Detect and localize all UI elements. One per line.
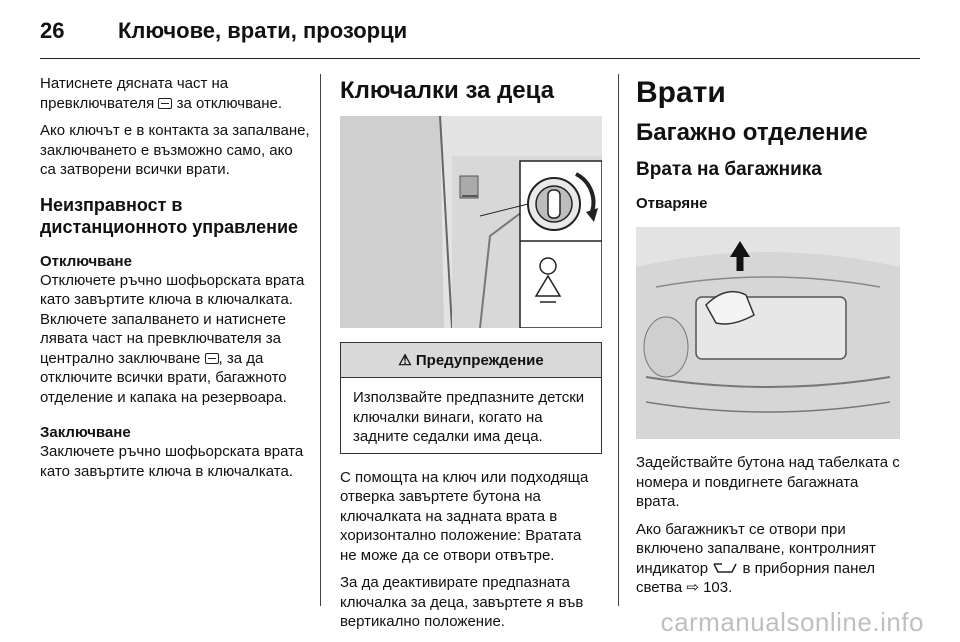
paragraph-text: Отключете ръчно шофьорската врата като завъртите ключа в ключалката. Включете запалването и натиснете лявата част на превключвателя за централно заключване — [40, 271, 305, 367]
child-lock-drawing — [340, 116, 602, 328]
paragraph-text: в приборния панел светва — [636, 559, 875, 596]
paragraph: За да деактивирате предпазната ключалка за деца, завъртете я във вертикално положение. — [340, 574, 584, 630]
section-heading: Ключалки за деца — [340, 77, 555, 104]
column-divider — [618, 74, 619, 606]
subheading-opening: Отваряне — [636, 195, 708, 212]
column-right — [636, 74, 906, 606]
paragraph — [636, 520, 906, 598]
paragraph: Ако ключът е в контакта за запалване, заключването е възможно само, ако са затворени всички врати. — [40, 122, 310, 178]
open-trunk-indicator-icon — [712, 562, 738, 574]
watermark: carmanualsonline.info — [660, 607, 924, 637]
warning-title: Предупреждение — [415, 352, 544, 369]
paragraph-text: , за да отключите всички врати, багажното отделение и капака на резервоара. — [40, 349, 287, 406]
lock-switch-icon — [205, 353, 219, 364]
subheading-tailgate: Врата на багажника — [636, 159, 822, 180]
tailgate-drawing — [636, 227, 900, 439]
warning-box — [340, 342, 602, 454]
section-heading: Неизправност в дистанционното управление — [40, 194, 299, 237]
paragraph: Задействайте бутона над табелката с номера и повдигнете багажната врата. — [636, 454, 900, 510]
paragraph — [40, 271, 312, 408]
section-heading-trunk: Багажно отделение — [636, 119, 868, 146]
column-middle — [340, 74, 602, 640]
section-heading-doors: Врати — [636, 76, 726, 109]
page-ref-arrow-icon: ⇨ — [686, 579, 699, 596]
warning-header — [341, 343, 601, 378]
page-number: 26 — [40, 18, 65, 43]
subheading-unlock: Отключване — [40, 252, 132, 270]
warning-body — [341, 378, 601, 453]
paragraph-text: Натиснете дясната част на превключвателя — [40, 75, 229, 112]
lock-switch-icon — [158, 98, 172, 109]
paragraph: С помощта на ключ или подходяща отверка завъртете бутона на ключалката на задната врата в хоризонтално положение: Вратата не може да се отвори отвътре. — [340, 468, 589, 564]
paragraph — [40, 74, 312, 113]
page-reference[interactable]: 103. — [703, 579, 733, 596]
paragraph: Заключете ръчно шофьорската врата като завъртите ключа в ключалката. — [40, 443, 304, 480]
column-left — [40, 74, 312, 489]
paragraph-text: за отключване. — [176, 94, 283, 112]
paragraph-text: Ако багажникът се отвори при включено запалване, контролният индикатор — [636, 520, 876, 577]
warning-triangle-icon: ⚠ — [398, 352, 412, 369]
header-rule — [40, 58, 920, 59]
tailgate-illustration — [636, 227, 900, 439]
page-header-title: Ключове, врати, прозорци — [118, 18, 408, 43]
subheading-lock: Заключване — [40, 424, 131, 441]
column-divider — [320, 74, 321, 606]
child-lock-illustration — [340, 116, 602, 328]
warning-text: Използвайте предпазните детски ключалки винаги, когато на задните седалки има деца. — [353, 389, 585, 445]
